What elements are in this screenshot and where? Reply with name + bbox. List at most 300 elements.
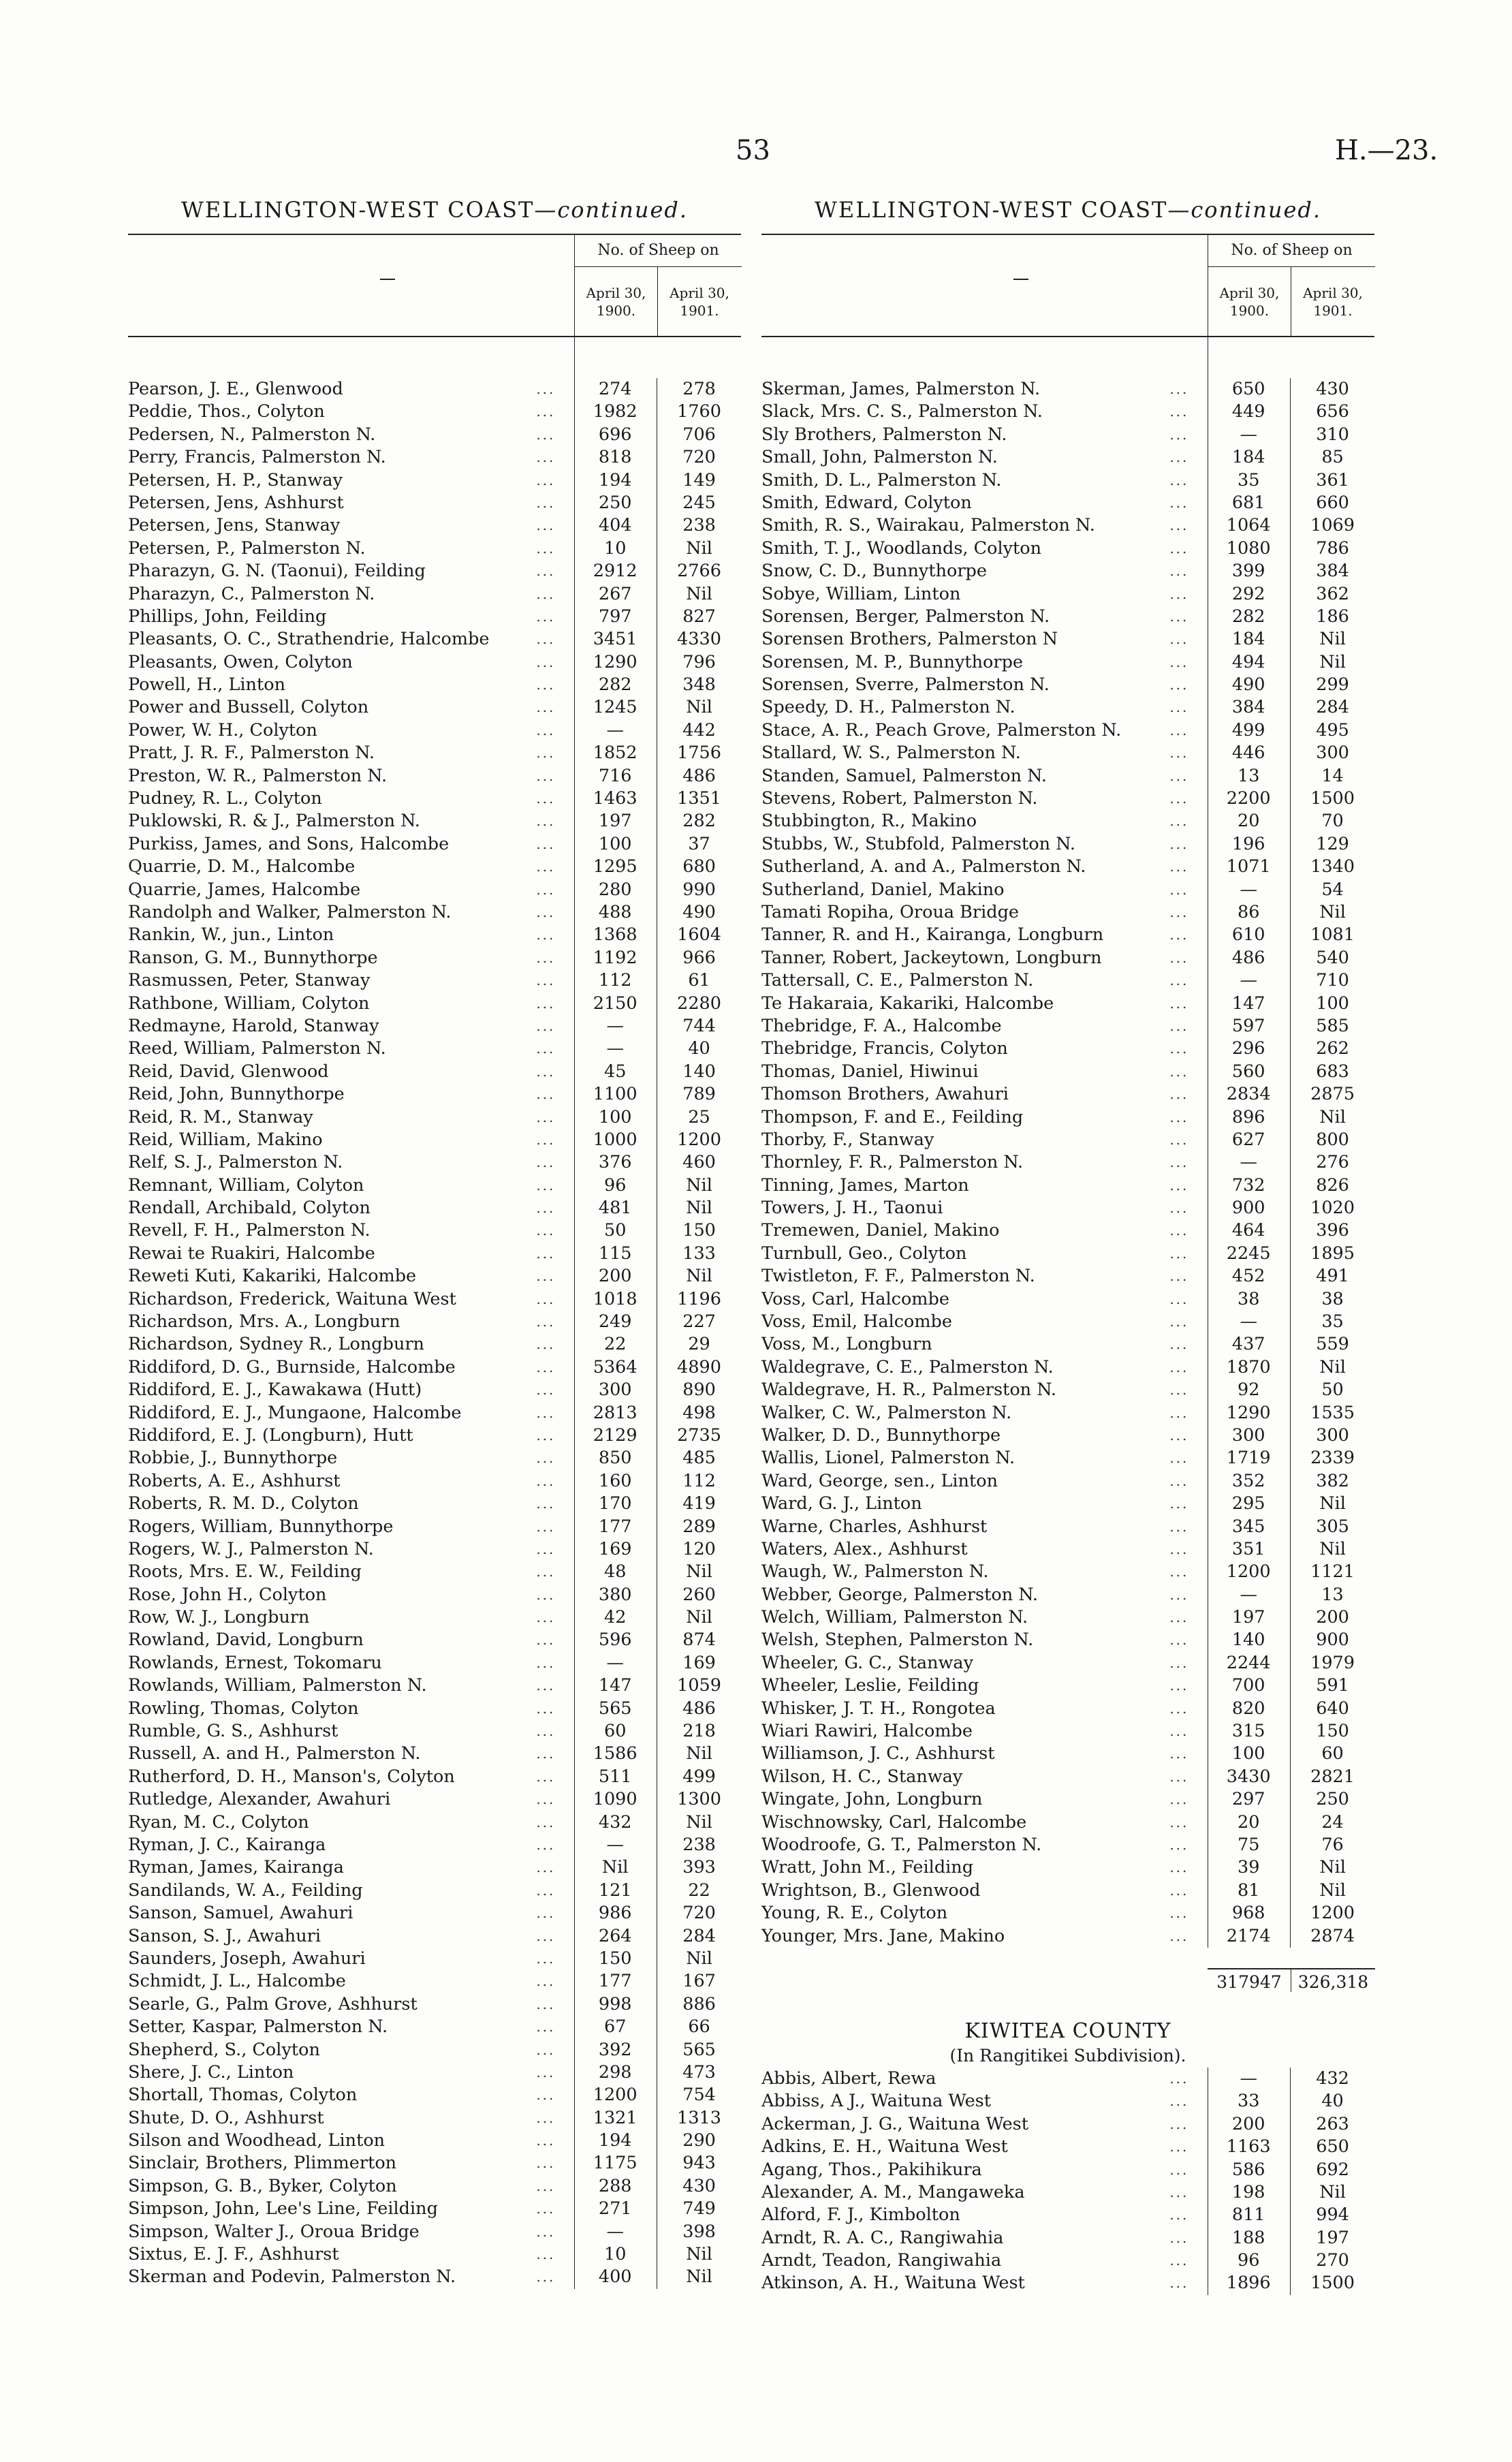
table-row <box>128 1402 741 1424</box>
sheep-1900: 404 <box>598 515 632 536</box>
sheep-1900: 490 <box>1231 674 1265 696</box>
owner-name: Riddiford, D. G., Burnside, Halcombe <box>128 1356 456 1377</box>
sheep-1900: 610 <box>1231 924 1265 946</box>
sheep-1901: 362 <box>1290 583 1374 606</box>
sheep-1900: 100 <box>598 1106 632 1127</box>
table-row <box>128 1219 741 1242</box>
table-row <box>128 2084 741 2106</box>
owner-name: Pudney, R. L., Colyton <box>128 788 322 809</box>
sheep-1900: 820 <box>1231 1698 1265 1719</box>
sheep-1900: — <box>606 2221 624 2242</box>
sheep-1901: 486 <box>657 1698 741 1720</box>
leader-dots: ... <box>1169 1677 1189 1694</box>
sheep-1901: 749 <box>657 2198 741 2220</box>
leader-dots: ... <box>536 1358 556 1375</box>
table-row <box>761 1561 1374 1583</box>
owner-name: Pratt, J. R. F., Palmerston N. <box>128 743 375 764</box>
sheep-1900: 2912 <box>593 561 637 582</box>
sheep-1900: 437 <box>1231 1334 1265 1355</box>
table-row <box>761 469 1374 492</box>
sheep-1900: 1852 <box>593 743 637 764</box>
table-row <box>128 424 741 446</box>
date-1900-header: April 30, 1900. <box>574 266 657 336</box>
sheep-1900: 177 <box>598 1516 632 1537</box>
sheep-1900: 92 <box>1237 1380 1260 1401</box>
owner-name: Voss, M., Longburn <box>761 1334 932 1355</box>
sheep-1901: 2735 <box>657 1424 741 1447</box>
owner-name: Small, John, Palmerston N. <box>761 447 998 468</box>
leader-dots: ... <box>1169 1609 1189 1626</box>
sheep-1901: 384 <box>1290 560 1374 582</box>
table-row <box>761 1584 1374 1606</box>
sheep-1900: 42 <box>603 1607 627 1628</box>
table-row <box>761 969 1374 992</box>
table-row <box>128 2061 741 2084</box>
sheep-1901: 50 <box>1290 1379 1374 1401</box>
page-reference: H.—23. <box>1335 135 1438 166</box>
sheep-1900: 650 <box>1231 379 1265 399</box>
sheep-1900: 147 <box>1231 993 1265 1014</box>
sheep-1900: 177 <box>598 1971 632 1992</box>
sheep-1900: 3430 <box>1226 1766 1271 1787</box>
table-row <box>761 2204 1374 2226</box>
sheep-1900: 696 <box>598 424 632 445</box>
owner-name: Schmidt, J. L., Halcombe <box>128 1971 346 1992</box>
sheep-1901: 432 <box>1290 2068 1374 2090</box>
table-row <box>761 696 1374 719</box>
sheep-1901: Nil <box>657 2266 741 2288</box>
leader-dots: ... <box>1169 1040 1189 1057</box>
sheep-1900: 298 <box>598 2061 632 2083</box>
leader-dots: ... <box>536 1677 556 1694</box>
table-row <box>128 1470 741 1493</box>
header-dash <box>1013 279 1028 280</box>
owner-name: Shortall, Thomas, Colyton <box>128 2085 358 2106</box>
leader-dots: ... <box>1169 1586 1189 1603</box>
owner-name: Sanson, S. J., Awahuri <box>128 1925 321 1946</box>
sheep-1900: 1175 <box>593 2153 637 2174</box>
table-row <box>761 1698 1374 1720</box>
table-row <box>128 1061 741 1083</box>
leader-dots: ... <box>1169 1358 1189 1375</box>
table-row <box>761 742 1374 764</box>
table-row <box>128 2266 741 2288</box>
table-row <box>128 1333 741 1356</box>
sheep-1900: 20 <box>1237 811 1260 832</box>
leader-dots: ... <box>1169 1404 1189 1421</box>
owner-name: Sanson, Samuel, Awahuri <box>128 1903 353 1924</box>
sheep-1901: Nil <box>1290 901 1374 924</box>
sheep-1900: 315 <box>1231 1721 1265 1742</box>
sheep-1900: 297 <box>1231 1789 1265 1810</box>
leader-dots: ... <box>536 1245 556 1262</box>
owner-name: Pearson, J. E., Glenwood <box>128 379 343 399</box>
sheep-1900: 121 <box>598 1880 632 1901</box>
table-row <box>128 1925 741 1948</box>
leader-dots: ... <box>1169 1313 1189 1330</box>
sheep-1901: 24 <box>1290 1811 1374 1834</box>
sheep-1900: 188 <box>1231 2227 1265 2248</box>
sheep-1900: 75 <box>1237 1835 1260 1855</box>
owner-name: Quarrie, James, Halcombe <box>128 879 361 900</box>
owner-name: Tinning, James, Marton <box>761 1174 969 1196</box>
owner-name: Petersen, Jens, Stanway <box>128 515 341 536</box>
sheep-1900: — <box>1240 879 1257 900</box>
leader-dots: ... <box>536 1336 556 1353</box>
owner-name: Wallis, Lionel, Palmerston N. <box>761 1448 1015 1469</box>
leader-dots: ... <box>536 381 556 397</box>
table-row <box>761 424 1374 446</box>
leader-dots: ... <box>536 1563 556 1580</box>
sheep-1901: 683 <box>1290 1061 1374 1083</box>
table-row <box>761 2181 1374 2204</box>
sheep-1900: — <box>606 1835 624 1855</box>
sheep-1901: 284 <box>1290 696 1374 719</box>
table-row <box>761 993 1374 1015</box>
sheep-1900: 818 <box>598 447 632 468</box>
sheep-1901: 1351 <box>657 788 741 810</box>
sheep-1901: 278 <box>657 378 741 401</box>
sheep-1901: 1200 <box>1290 1902 1374 1925</box>
owner-name: Waldegrave, C. E., Palmerston N. <box>761 1356 1054 1377</box>
owner-name: Sobye, William, Linton <box>761 583 961 604</box>
table-row <box>128 1311 741 1333</box>
leader-dots: ... <box>1169 721 1189 738</box>
table-row <box>761 2227 1374 2249</box>
sheep-1901: 263 <box>1290 2113 1374 2136</box>
leader-dots: ... <box>536 881 556 898</box>
leader-dots: ... <box>1169 1700 1189 1717</box>
leader-dots: ... <box>536 1177 556 1194</box>
owner-name: Sorensen Brothers, Palmerston N <box>761 629 1058 650</box>
leader-dots: ... <box>1169 1382 1189 1399</box>
sheep-1900: 586 <box>1231 2159 1265 2180</box>
leader-dots: ... <box>536 790 556 807</box>
sheep-1901: 1500 <box>1290 2272 1374 2294</box>
sheep-1900: 160 <box>598 1470 632 1491</box>
date-1900-header: April 30, 1900. <box>1208 266 1291 336</box>
owner-name: Pharazyn, C., Palmerston N. <box>128 583 375 604</box>
owner-name: Rogers, W. J., Palmerston N. <box>128 1538 374 1559</box>
sheep-1900: 48 <box>603 1561 627 1583</box>
owner-name: Richardson, Frederick, Waituna West <box>128 1288 456 1309</box>
leader-dots: ... <box>1169 1540 1189 1557</box>
sheep-1900: 280 <box>598 879 632 900</box>
sheep-1900: 1064 <box>1226 515 1271 536</box>
sheep-1901: 60 <box>1290 1743 1374 1765</box>
leader-dots: ... <box>1169 949 1189 966</box>
table-row <box>128 947 741 969</box>
leader-dots: ... <box>1169 1108 1189 1125</box>
leader-dots: ... <box>536 767 556 784</box>
table-row <box>128 1948 741 1970</box>
sheep-1901: 640 <box>1290 1698 1374 1720</box>
owner-name: Walker, D. D., Bunnythorpe <box>761 1424 1001 1446</box>
county-table-body <box>761 2068 1374 2295</box>
table-row <box>761 1538 1374 1561</box>
leader-dots: ... <box>536 403 556 420</box>
leader-dots: ... <box>536 721 556 738</box>
owner-name: Shere, J. C., Linton <box>128 2061 294 2083</box>
sheep-1900: — <box>606 1652 624 1673</box>
sheep-1900: 13 <box>1237 765 1260 786</box>
sheep-1901: 129 <box>1290 833 1374 856</box>
sheep-1901: 827 <box>657 606 741 628</box>
owner-name: Puklowski, R. & J., Palmerston N. <box>128 811 420 832</box>
leader-dots: ... <box>536 1268 556 1285</box>
sheep-1901: 796 <box>657 651 741 674</box>
leader-dots: ... <box>1169 1131 1189 1148</box>
sheep-1901: 2821 <box>1290 1766 1374 1788</box>
sheep-1901: 186 <box>1290 606 1374 628</box>
sheep-1900: 282 <box>598 674 632 696</box>
table-row <box>761 1788 1374 1811</box>
leader-dots: ... <box>1169 2115 1189 2132</box>
sheep-1901: 2874 <box>1290 1925 1374 1948</box>
sheep-1900: 1290 <box>1226 1402 1271 1423</box>
page-number: 53 <box>736 135 770 166</box>
sheep-1900: 1018 <box>593 1288 637 1309</box>
owner-name: Wheeler, G. C., Stanway <box>761 1652 974 1673</box>
sheep-1901: 238 <box>657 514 741 537</box>
table-row <box>761 879 1374 901</box>
table-row <box>761 1129 1374 1151</box>
sheep-1900: 96 <box>1237 2250 1260 2271</box>
sheep-1900: 296 <box>1231 1038 1265 1059</box>
owner-name: Warne, Charles, Ashhurst <box>761 1516 988 1537</box>
sheep-1901: 300 <box>1290 1424 1374 1447</box>
leader-dots: ... <box>536 1791 556 1808</box>
leader-dots: ... <box>536 1586 556 1603</box>
owner-name: Richardson, Sydney R., Longburn <box>128 1334 424 1355</box>
sheep-1901: Nil <box>657 1561 741 1583</box>
owner-name: Russell, A. and H., Palmerston N. <box>128 1743 421 1764</box>
sheep-1900: 198 <box>1231 2181 1265 2202</box>
leader-dots: ... <box>1169 767 1189 784</box>
leader-dots: ... <box>1169 972 1189 989</box>
leader-dots: ... <box>1169 426 1189 443</box>
leader-dots: ... <box>1169 1336 1189 1353</box>
sheep-1901: 540 <box>1290 947 1374 969</box>
owner-name: Younger, Mrs. Jane, Makino <box>761 1925 1005 1946</box>
sheep-1900: 86 <box>1237 901 1260 922</box>
owner-name: Peddie, Thos., Colyton <box>128 401 325 422</box>
sheep-1900: 399 <box>1231 561 1265 582</box>
sheep-1901: 800 <box>1290 1129 1374 1151</box>
leader-dots: ... <box>536 1040 556 1057</box>
table-row <box>761 1834 1374 1856</box>
owner-name: Shepherd, S., Colyton <box>128 2039 320 2060</box>
owner-name: Petersen, P., Palmerston N. <box>128 537 366 559</box>
owner-name: Adkins, E. H., Waituna West <box>761 2136 1008 2157</box>
leader-dots: ... <box>536 2177 556 2194</box>
owner-name: Rowlands, William, Palmerston N. <box>128 1675 427 1696</box>
leader-dots: ... <box>1169 2252 1189 2269</box>
table-row <box>761 606 1374 628</box>
sheep-1901: 498 <box>657 1402 741 1424</box>
owner-name: Walker, C. W., Palmerston N. <box>761 1402 1012 1423</box>
sheep-1901: 1760 <box>657 401 741 423</box>
owner-name: Agang, Thos., Pakihikura <box>761 2159 982 2180</box>
leader-dots: ... <box>536 1927 556 1944</box>
leader-dots: ... <box>536 2063 556 2081</box>
sheep-1901: 2339 <box>1290 1447 1374 1469</box>
sheep-1900: 288 <box>598 2175 632 2196</box>
leader-dots: ... <box>536 2246 556 2263</box>
sheep-1901: 238 <box>657 1834 741 1856</box>
owner-name: Sorensen, Berger, Palmerston N. <box>761 606 1050 627</box>
owner-name: Sinclair, Brothers, Plimmerton <box>128 2153 397 2174</box>
leader-dots: ... <box>536 1472 556 1489</box>
table-row <box>761 1880 1374 1902</box>
table-row <box>761 1265 1374 1288</box>
table-row <box>128 492 741 514</box>
sheep-1901: 29 <box>657 1333 741 1356</box>
sheep-1901: 289 <box>657 1516 741 1538</box>
sheep-1900: 1080 <box>1226 537 1271 559</box>
column-title: WELLINGTON-WEST COAST—continued. <box>180 197 689 223</box>
table-row <box>128 2175 741 2198</box>
table-row <box>128 765 741 788</box>
sheep-1901: 37 <box>657 833 741 856</box>
leader-dots: ... <box>536 1427 556 1444</box>
sheep-1901: Nil <box>1290 628 1374 651</box>
owner-name: Robbie, J., Bunnythorpe <box>128 1448 338 1469</box>
sheep-1901: 284 <box>657 1925 741 1948</box>
date-1901-header: April 30, 1901. <box>1291 266 1374 336</box>
sheep-1900: 376 <box>598 1152 632 1173</box>
sheep-1900: 1200 <box>593 2085 637 2106</box>
owner-name: Silson and Woodhead, Linton <box>128 2130 385 2151</box>
leader-dots: ... <box>1169 1245 1189 1262</box>
sheep-1901: 25 <box>657 1106 741 1129</box>
sheep-1900: 35 <box>1237 469 1260 490</box>
table-row <box>128 560 741 582</box>
leader-dots: ... <box>1169 1063 1189 1080</box>
sheep-1900: 2813 <box>593 1402 637 1423</box>
sheep-1900: 446 <box>1231 743 1265 764</box>
leader-dots: ... <box>1169 1791 1189 1808</box>
owner-name: Wilson, H. C., Stanway <box>761 1766 963 1787</box>
leader-dots: ... <box>1169 1017 1189 1034</box>
sheep-1901: 1340 <box>1290 856 1374 878</box>
owner-name: Thorby, F., Stanway <box>761 1129 934 1150</box>
table-row <box>128 901 741 924</box>
sheep-1900: 1163 <box>1226 2136 1271 2157</box>
owner-name: Sixtus, E. J. F., Ashhurst <box>128 2244 339 2265</box>
table-row <box>128 1197 741 1219</box>
table-row <box>761 2272 1374 2294</box>
table-row <box>761 856 1374 878</box>
owner-name: Setter, Kaspar, Palmerston N. <box>128 2016 388 2038</box>
owner-name: Wratt, John M., Feilding <box>761 1857 974 1878</box>
sheep-1901: 70 <box>1290 810 1374 832</box>
leader-dots: ... <box>536 1313 556 1330</box>
leader-dots: ... <box>1169 471 1189 488</box>
table-row <box>128 2107 741 2130</box>
leader-dots: ... <box>536 1382 556 1399</box>
sheep-1900: 1321 <box>593 2107 637 2128</box>
table-row <box>128 1243 741 1265</box>
table-row <box>128 2039 741 2061</box>
leader-dots: ... <box>1169 1905 1189 1922</box>
owner-name: Rumble, G. S., Ashhurst <box>128 1721 338 1742</box>
leader-dots: ... <box>536 608 556 625</box>
owner-name: Ryan, M. C., Colyton <box>128 1811 309 1833</box>
leader-dots: ... <box>536 1768 556 1785</box>
owner-name: Arndt, R. A. C., Rangiwahia <box>761 2227 1004 2248</box>
sheep-1900: 140 <box>1231 1630 1265 1651</box>
sheep-1901: 382 <box>1290 1470 1374 1493</box>
table-row <box>761 1470 1374 1493</box>
owner-name: Alexander, A. M., Mangaweka <box>761 2181 1025 2202</box>
owner-name: Ranson, G. M., Bunnythorpe <box>128 947 378 968</box>
sheep-1900: 850 <box>598 1448 632 1469</box>
sheep-1900: 100 <box>598 833 632 854</box>
table-row <box>761 1219 1374 1242</box>
owner-name: Rewai te Ruakiri, Halcombe <box>128 1243 375 1264</box>
owner-name: Sorensen, M. P., Bunnythorpe <box>761 651 1024 672</box>
sheep-1901: Nil <box>1290 2181 1374 2204</box>
table-row <box>128 1129 741 1151</box>
table-row <box>761 628 1374 651</box>
sheep-1900: 67 <box>603 2016 627 2038</box>
sheep-1900: 700 <box>1231 1675 1265 1696</box>
sheep-1900: 5364 <box>593 1356 637 1377</box>
sheep-1901: 485 <box>657 1447 741 1469</box>
leader-dots: ... <box>1169 1268 1189 1285</box>
sheep-1900: 2174 <box>1226 1925 1271 1946</box>
owner-name: Webber, George, Palmerston N. <box>761 1584 1039 1605</box>
table-row <box>128 1766 741 1788</box>
sheep-1901: 585 <box>1290 1015 1374 1038</box>
sheep-1900: 271 <box>598 2198 632 2219</box>
table-row <box>128 469 741 492</box>
table-row <box>761 1333 1374 1356</box>
sheep-1901: Nil <box>657 583 741 606</box>
owner-name: Revell, F. H., Palmerston N. <box>128 1220 371 1241</box>
sheep-1901: 710 <box>1290 969 1374 992</box>
sheep-1901: Nil <box>1290 1538 1374 1561</box>
leader-dots: ... <box>1169 608 1189 625</box>
table-row <box>128 2243 741 2266</box>
leader-dots: ... <box>1169 2275 1189 2292</box>
owner-name: Te Hakaraia, Kakariki, Halcombe <box>761 993 1054 1014</box>
leader-dots: ... <box>536 2041 556 2058</box>
sheep-1900: 39 <box>1237 1857 1260 1878</box>
sheep-1900: 681 <box>1231 492 1265 513</box>
table-row <box>761 833 1374 856</box>
leader-dots: ... <box>536 1450 556 1467</box>
table-header <box>761 234 1374 337</box>
table-row <box>761 1629 1374 1651</box>
table-row <box>761 1061 1374 1083</box>
sheep-1900: 194 <box>598 2130 632 2151</box>
sheep-1901: 282 <box>657 810 741 832</box>
leader-dots: ... <box>536 1950 556 1967</box>
leader-dots: ... <box>1169 563 1189 580</box>
leader-dots: ... <box>536 1063 556 1080</box>
table-row <box>761 1606 1374 1629</box>
owner-name: Searle, G., Palm Grove, Ashhurst <box>128 1993 418 2014</box>
table-row <box>761 1447 1374 1469</box>
sheep-1900: 1719 <box>1226 1448 1271 1469</box>
sheep-1901: 40 <box>657 1038 741 1060</box>
sheep-1901: 491 <box>1290 1265 1374 1288</box>
sheep-1900: 1368 <box>593 924 637 946</box>
owner-name: Pharazyn, G. N. (Taonui), Feilding <box>128 561 426 582</box>
sheep-1900: 197 <box>1231 1607 1265 1628</box>
